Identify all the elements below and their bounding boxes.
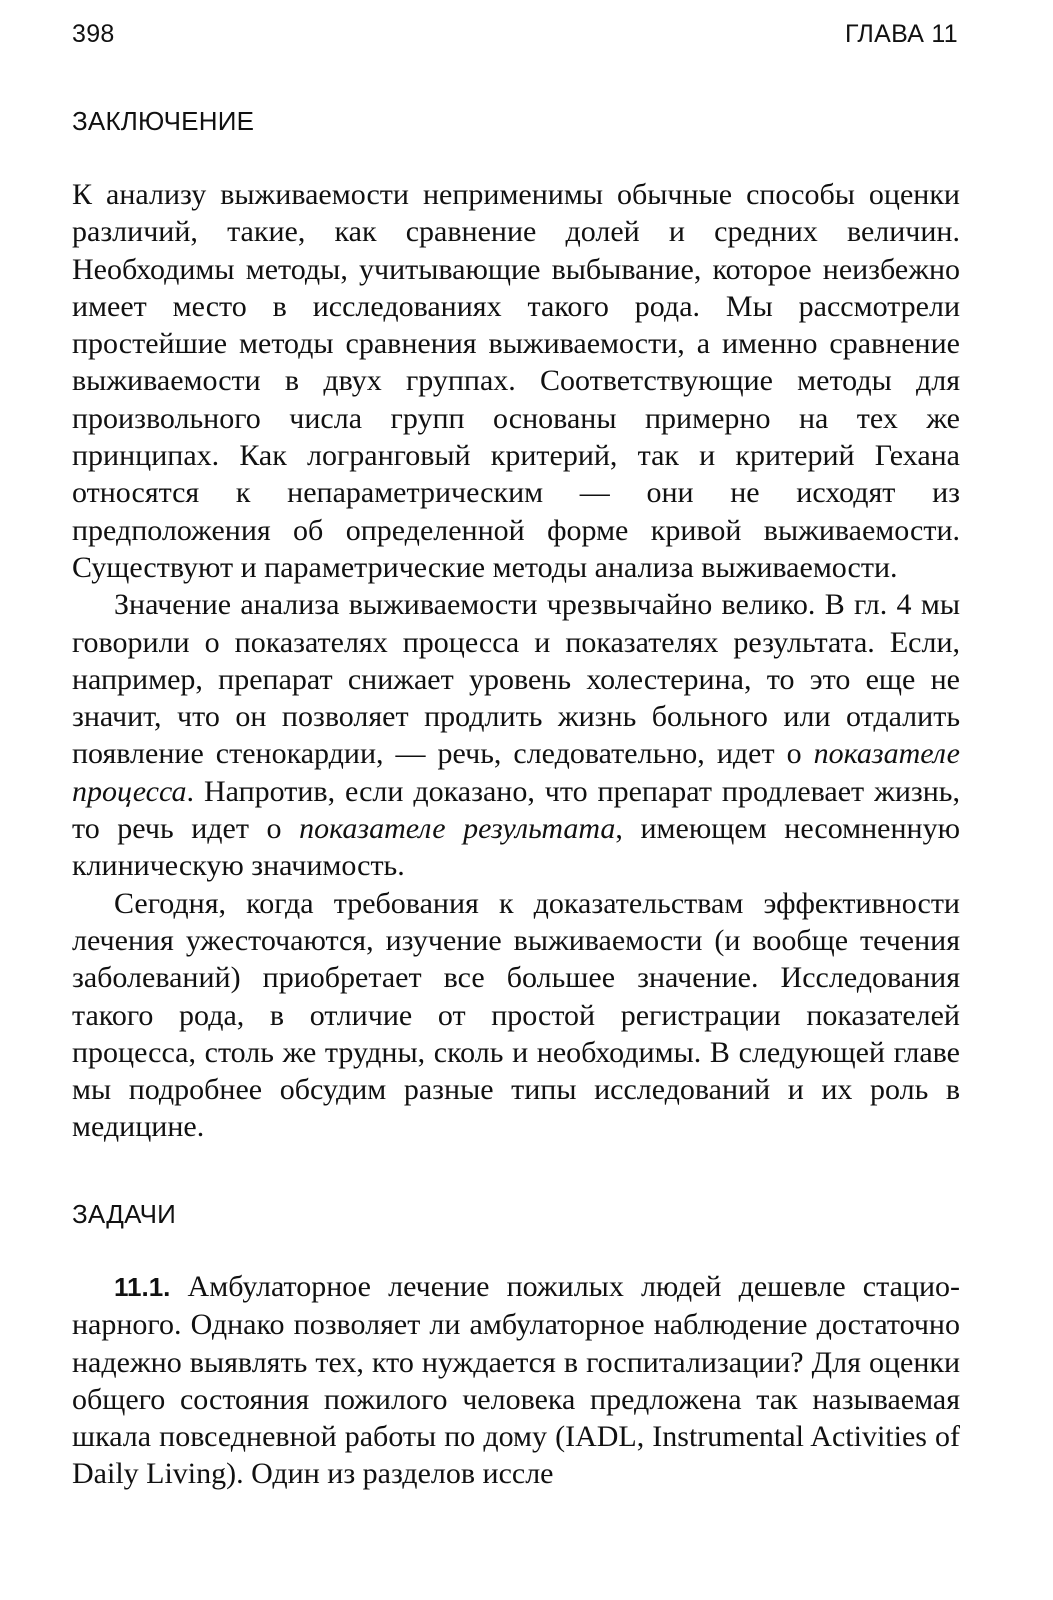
section-heading-problems: ЗАДАЧИ [72, 1199, 177, 1229]
conclusion-paragraph-2 [72, 586, 960, 884]
conclusion-paragraph-3: Сегодня, когда требования к доказательствам эффективности лечения ужесточаются, изучение выживаемости (и вообще течения заболеваний) приобретает все большее значение. Исследования такого рода, в отличие от простой регистрации показателей процесса, столь же трудны, сколь и необходимы. В следующей главе мы подробнее обсудим разные типы исследований и их роль в медицине. [72, 886, 960, 1144]
book-page [72, 0, 960, 1600]
paragraph-2-text-a: Значение анализа выживаемости чрезвычайно велико. В гл. 4 мы говорили о показателях процесса и показателях результата. Если, например, препарат снижает уровень холестерина, то это еще не значит, что он позволяет продлить жизнь больного или отдалить появление стенокардии, — речь, следовательно, идет о [72, 588, 960, 771]
problem-number: 11.1. [114, 1272, 171, 1302]
page-number: 398 [72, 20, 115, 48]
chapter-label: ГЛАВА 11 [844, 20, 958, 48]
problem-item-11-1 [72, 1268, 960, 1493]
emphasis-process-indicator: показателе процесса [72, 737, 960, 808]
conclusion-paragraph-1: К анализу выживаемости неприменимы обычные способы оценки различий, такие, как сравнение долей и средних величин. Необходимы методы, учитывающие выбывание, которое неизбежно имеет место в исследованиях такого рода. Мы рассмотрели простейшие методы сравнения выживаемости, а именно сравнение выживаемости в двух группах. Соответствующие методы для произвольного числа групп основаны примерно на тех же принципах. Как логранговый критерий, так и критерий Гехана относятся к непараметрическим — они не исходят из предположения об определенной форме кривой выживаемости. Существуют и параметрические методы анализа выживаемости. [72, 178, 960, 584]
problems-text [72, 1268, 960, 1493]
paragraph-2-text-b: . Напротив, если доказано, что препарат продлевает жизнь, то речь идет о [72, 774, 960, 846]
problem-text: Амбулаторное лечение пожилых людей дешевле стационарного. Однако позволяет ли амбулаторное наблюдение достаточно надежно выявлять тех, кто нуждается в госпитализации? Для оценки общего состояния пожилого человека предложена так называемая шкала повседневной работы по дому (IADL, Instrumental Activities of Daily Living). Один из разделов иссле [72, 1270, 960, 1491]
emphasis-outcome-indicator: показателе результата [299, 812, 616, 846]
section-heading-conclusion: ЗАКЛЮЧЕНИЕ [72, 106, 255, 136]
running-head [72, 20, 960, 56]
paragraph-2-text-c: , имеющем несомненную клиническую значимость. [72, 812, 960, 883]
conclusion-text [72, 176, 960, 1146]
